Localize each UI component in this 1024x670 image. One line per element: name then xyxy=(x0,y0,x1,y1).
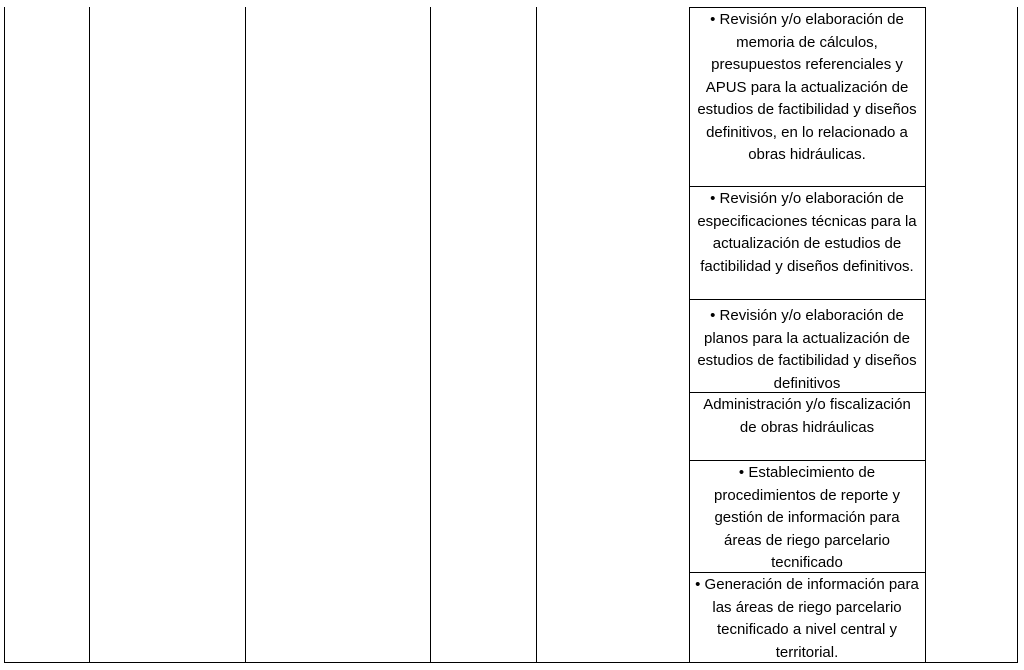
activity-text: • Establecimiento de procedimientos de reporte y gestión de información para áreas de riego parcelario tecnificado xyxy=(714,464,900,571)
activities-column xyxy=(689,7,925,663)
column-border xyxy=(1017,7,1018,663)
activity-cell xyxy=(689,573,925,663)
column-border xyxy=(89,7,90,663)
column-border xyxy=(925,7,926,663)
column-border xyxy=(430,7,431,663)
activity-cell xyxy=(689,461,925,573)
activity-text: • Revisión y/o elaboración de especificaciones técnicas para la actualización de estudios de factibilidad y diseños definitivos. xyxy=(697,190,917,275)
column-border xyxy=(536,7,537,663)
column-border xyxy=(245,7,246,663)
activity-cell xyxy=(689,7,925,187)
activity-text: • Generación de información para las áreas de riego parcelario tecnificado a nivel central y territorial. xyxy=(695,576,919,661)
activity-text: • Revisión y/o elaboración de planos para la actualización de estudios de factibilidad y diseños definitivos xyxy=(697,307,917,392)
activity-text: Administración y/o fiscalización de obras hidráulicas xyxy=(703,396,911,436)
column-border xyxy=(4,7,5,663)
activity-text: • Revisión y/o elaboración de memoria de cálculos, presupuestos referenciales y APUS para la actualización de estudios de factibilidad y diseños definitivos, en lo relacionado a obras hidráulicas. xyxy=(697,11,917,163)
activity-cell xyxy=(689,393,925,461)
activity-cell xyxy=(689,187,925,300)
activity-cell xyxy=(689,300,925,393)
